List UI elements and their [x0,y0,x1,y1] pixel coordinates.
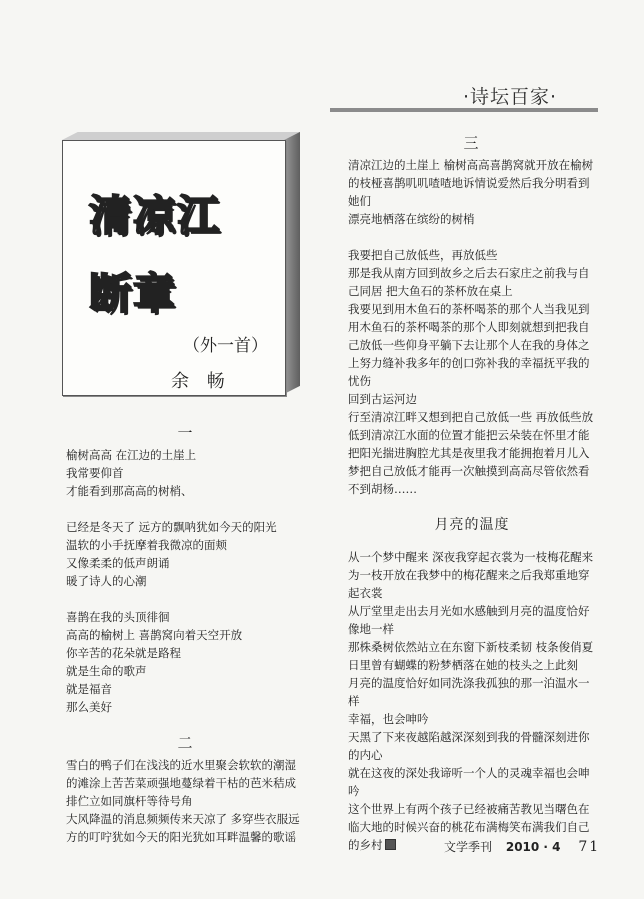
poem-line: 就在这夜的深处我谛听一个人的灵魂幸福也会呻吟 [348,766,590,798]
poem-line: 那么美好 [66,700,112,714]
poem-author: 余 畅 [171,371,231,392]
issue-number: 2010 · 4 [505,840,561,854]
poem-line: 已经是冬天了 远方的飘呐犹如今天的阳光 [66,520,277,534]
poem-line: 漂亮地栖落在缤纷的树梢 [348,212,475,226]
poem-line: 我要见到用木鱼石的茶杯喝茶的那个人当我见到用木鱼石的茶杯喝茶的那个人即刻就想到把我自己放低一些仰身平躺下去让那个人在我的身体之上努力缝补我多年的创口弥补我的幸福抚平我的忧伤 [348,302,590,388]
left-column [66,424,306,864]
poem-line: 才能看到那高高的树梢、 [66,484,193,498]
poem-line: 榆树高高 在江边的土崖上 [66,448,197,462]
second-poem-title: 月亮的温度 [434,517,510,533]
poem-line: 从一个梦中醒来 深夜我穿起衣裳为一枝梅花醒来为一枝开放在我梦中的梅花醒来之后我郑重地穿起衣裳 [348,550,594,600]
poem-line: 高高的榆树上 喜鹊窝向着天空开放 [66,628,243,642]
poem-line: 又像柔柔的低声朗诵 [66,556,170,570]
end-mark-icon [385,839,396,850]
stanza [348,156,596,228]
page-number: 71 [578,839,601,855]
title-box-side [284,132,300,394]
stanza [348,246,596,498]
stanza [66,446,306,500]
poem-line: 就是福音 [66,682,112,696]
poem-subtitle: （外一首） [183,336,268,356]
poem-line: 我常要仰首 [66,466,124,480]
section-title: ·诗坛百家· [462,86,558,108]
poem-line: 从厅堂里走出去月光如水感触到月亮的温度恰好像地一样 [348,604,590,636]
poem-line: 你辛苦的花朵就是路程 [66,646,181,660]
stanza [66,608,306,716]
section-number-2: 二 [177,734,195,752]
poem-line: 天黑了下来夜越陷越深深刻到我的骨髓深刻进你的内心 [348,730,590,762]
poem-line: 温软的小手抚摩着我微凉的面颊 [66,538,227,552]
poem-line: 月亮的温度恰好如同洗涤我孤独的那一泊温水一样 [348,676,590,708]
title-box-face [62,140,286,396]
poem-line: 那是我从南方回到故乡之后去石家庄之前我与自己同居 把大鱼石的茶杯放在桌上 [348,266,590,298]
header-rule [330,108,598,112]
section-number-3: 三 [463,134,481,152]
poem-line: 幸福，也会呻吟 [348,712,429,726]
poem-line: 雪白的鸭子们在浅浅的近水里聚会软软的潮湿的滩涂上苦苦菜顽强地蔓绿着干枯的芭米秸成排伫立如同旗杆等待号角 [66,758,296,808]
poem-title-line1: 清凉江 [89,191,222,240]
page-footer [444,838,600,855]
poem-line: 行至清凉江畔又想到把自己放低一些 再放低些放低到清凉江水面的位置才能把云朵装在怀里才能把阳光揣进胸腔尤其是夜里我才能拥抱着月儿入梦把自己放低才能再一次触摸到高高尽管依然看不到胡杨…… [348,410,594,496]
poem-line: 就是生命的歌声 [66,664,147,678]
poem-line: 那株桑树依然站立在东窗下新枝柔韧 枝条俊俏夏日里曾有蝴蝶的粉梦栖落在她的枝头之上此刻 [348,640,594,672]
poem-line: 喜鹊在我的头顶徘徊 [66,610,170,624]
poem-title-line2: 断章 [89,269,178,318]
stanza [66,756,306,846]
journal-name: 文学季刊 [444,840,493,854]
poem-line: 暖了诗人的心潮 [66,574,147,588]
title-box [62,132,300,394]
poem-line-text: 这个世界上有两个孩子已经被痛苦教见当曙色在临大地的时候兴奋的桃花布满梅笑布满我们自己的乡村 [348,802,590,852]
right-column [348,134,596,854]
title-box-top [62,132,300,140]
poem-line: 大风降温的消息频频传来天凉了 多穿些衣服远方的叮咛犹如今天的阳光犹如耳畔温馨的歌谣 [66,812,300,844]
stanza [66,518,306,590]
poem-line: 我要把自己放低些，再放低些 [348,248,498,262]
section-number-1: 一 [177,424,195,442]
poem-line: 清凉江边的土崖上 榆树高高喜鹊窝就开放在榆树的枝桠喜鹊叽叽喳喳地诉情说爱然后我分明看到她们 [348,158,594,208]
poem-line: 回到古运河边 [348,392,417,406]
